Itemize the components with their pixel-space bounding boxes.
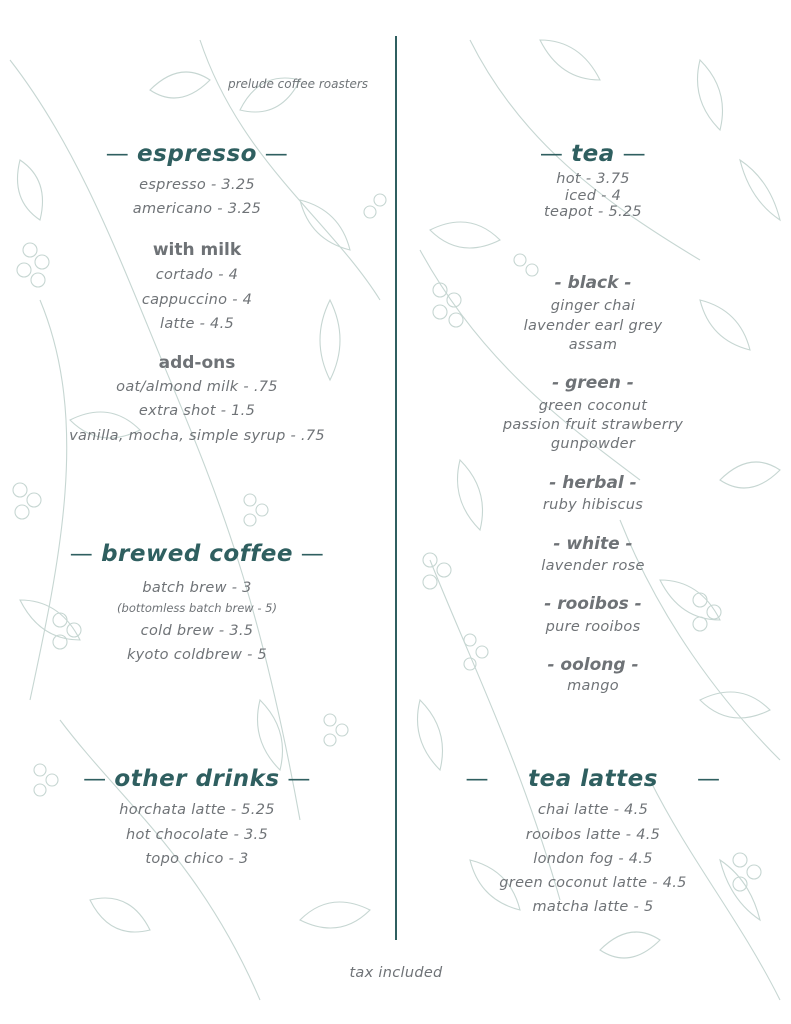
tea-black-item: lavender earl grey [523, 318, 663, 334]
tea-black-item: ginger chai [550, 298, 636, 314]
other-drinks-item: topo chico - 3 [145, 851, 249, 867]
tea-oolong-heading: - oolong - [547, 655, 639, 675]
tea-title: tea [571, 141, 615, 167]
tea-herbal-heading: - herbal - [549, 473, 637, 493]
with-milk-heading: with milk [152, 240, 242, 260]
tea-lattes-item: rooibos latte - 4.5 [525, 827, 661, 843]
tea-green-item: green coconut [538, 398, 648, 414]
add-ons-item: oat/almond milk - .75 [116, 379, 278, 395]
tea-item: teapot - 5.25 [544, 204, 642, 220]
brewed-item: kyoto coldbrew - 5 [126, 647, 268, 663]
tea-lattes-heading: — tea lattes — [465, 766, 721, 792]
tea-green-heading: - green - [552, 373, 634, 393]
tea-item: iced - 4 [564, 188, 622, 204]
tea-rooibos-item: pure rooibos [545, 619, 641, 635]
other-drinks-item: hot chocolate - 3.5 [126, 827, 268, 843]
tea-green-item: gunpowder [550, 436, 636, 452]
tea-heading: — tea — [539, 141, 647, 167]
other-drinks-heading: — other drinks — [83, 766, 311, 792]
footer-note: tax included [349, 965, 443, 981]
tea-black-heading: - black - [554, 273, 632, 293]
tea-green-item: passion fruit strawberry [502, 417, 684, 433]
tea-white-heading: - white - [553, 534, 633, 554]
add-ons-heading: add-ons [158, 353, 236, 373]
with-milk-item: latte - 4.5 [159, 316, 235, 332]
espresso-heading: — espresso — [105, 141, 289, 167]
add-ons-item: vanilla, mocha, simple syrup - .75 [69, 428, 325, 444]
tea-lattes-title: tea lattes [528, 766, 658, 792]
tea-herbal-item: ruby hibiscus [542, 497, 644, 513]
brewed-item: batch brew - 3 [142, 580, 252, 596]
espresso-item: espresso - 3.25 [139, 177, 255, 193]
brand-name: prelude coffee roasters [227, 77, 369, 91]
column-divider [395, 36, 397, 940]
other-drinks-title: other drinks [114, 766, 280, 792]
brewed-item: cold brew - 3.5 [140, 623, 254, 639]
brewed-coffee-title: brewed coffee [101, 541, 293, 567]
espresso-title: espresso [137, 141, 257, 167]
espresso-item: americano - 3.25 [132, 201, 262, 217]
tea-lattes-item: green coconut latte - 4.5 [499, 875, 687, 891]
tea-black-item: assam [568, 337, 618, 353]
brewed-item-note: (bottomless batch brew - 5) [117, 601, 277, 615]
add-ons-item: extra shot - 1.5 [138, 403, 256, 419]
with-milk-item: cortado - 4 [155, 267, 239, 283]
tea-white-item: lavender rose [541, 558, 645, 574]
tea-lattes-item: london fog - 4.5 [533, 851, 653, 867]
other-drinks-item: horchata latte - 5.25 [119, 802, 275, 818]
tea-lattes-item: matcha latte - 5 [532, 899, 654, 915]
brewed-coffee-heading: — brewed coffee — [69, 541, 325, 567]
with-milk-item: cappuccino - 4 [141, 292, 253, 308]
tea-lattes-item: chai latte - 4.5 [537, 802, 649, 818]
tea-oolong-item: mango [567, 678, 619, 694]
tea-item: hot - 3.75 [556, 171, 630, 187]
tea-rooibos-heading: - rooibos - [544, 594, 642, 614]
